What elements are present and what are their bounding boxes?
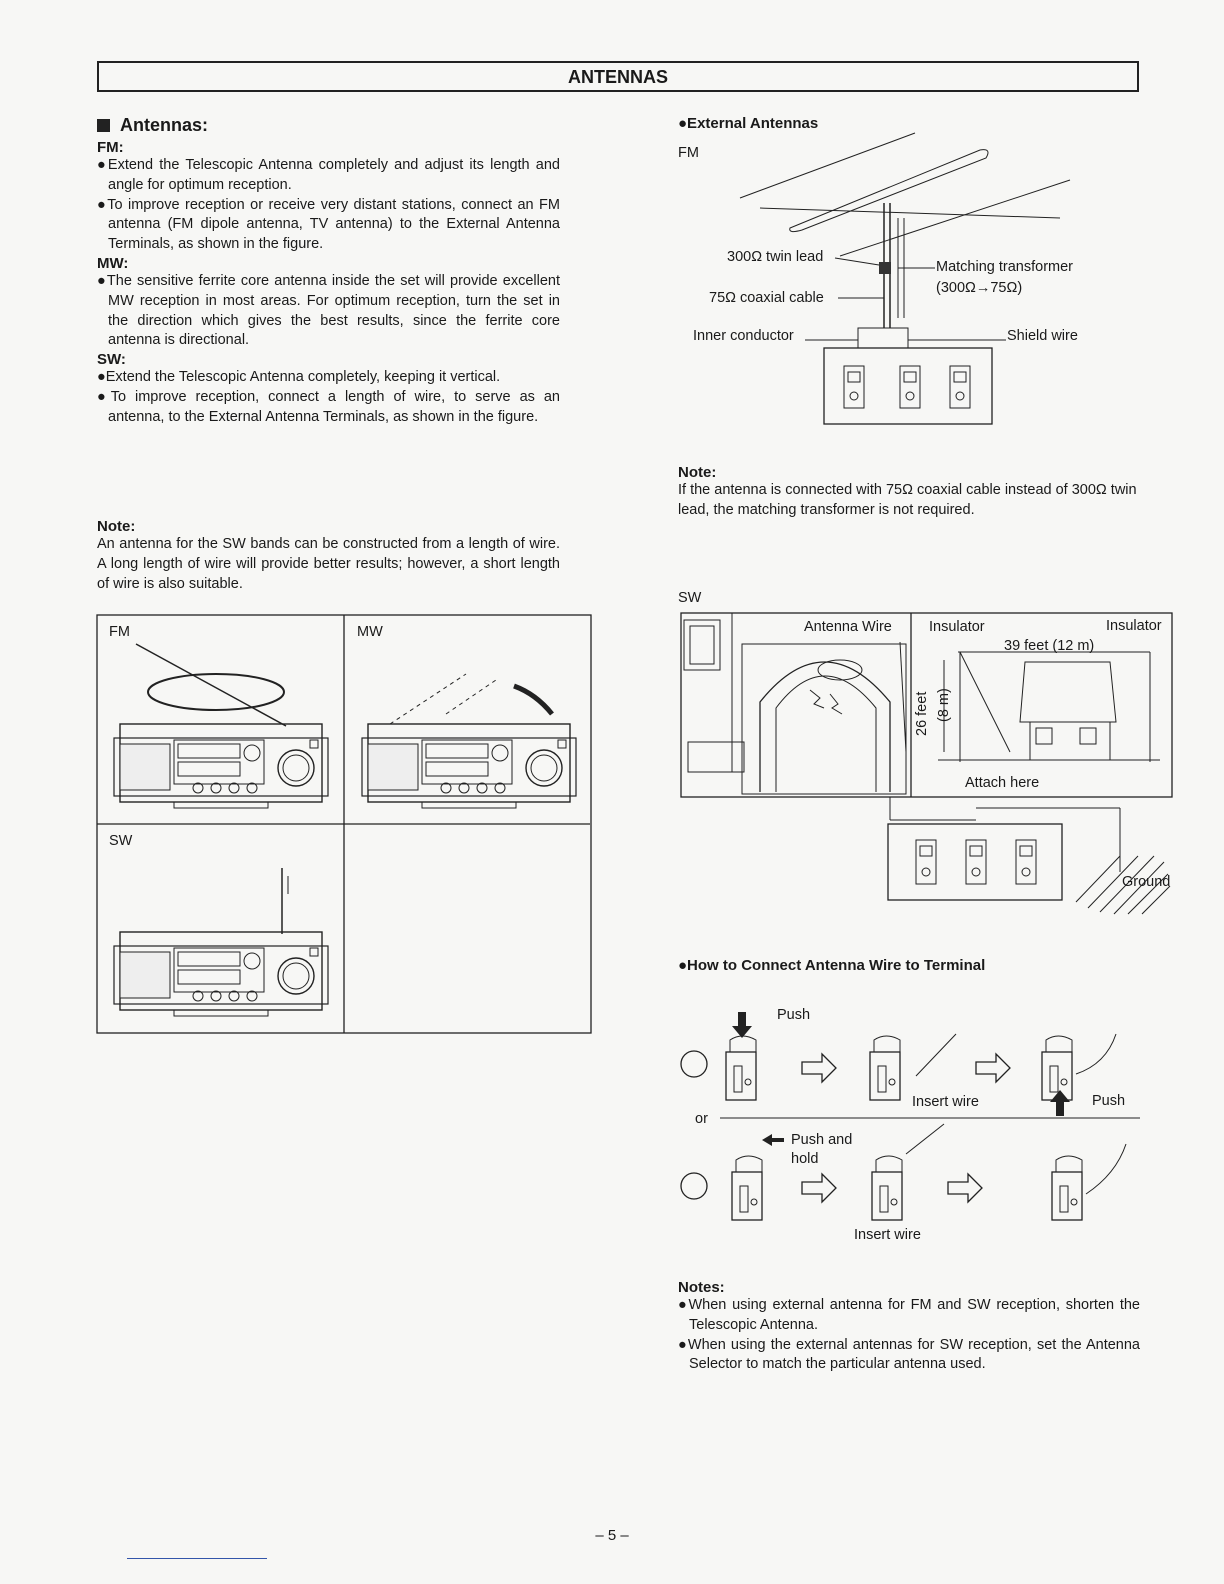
antennas-heading: Antennas: [97, 115, 560, 136]
insulator-right-label: Insulator [1106, 618, 1162, 634]
fig-fm-label: FM [109, 624, 130, 640]
external-antennas-heading: ●External Antennas [678, 115, 819, 132]
wire-length-label: 39 feet (12 m) [1004, 638, 1095, 654]
radio-antenna-figure [96, 614, 592, 1034]
left-note-heading: Note: [97, 518, 136, 535]
fm-figure-label: FM [678, 145, 699, 161]
matching-transformer-label: Matching transformer [936, 259, 1073, 275]
antenna-wire-label: Antenna Wire [804, 619, 892, 635]
notes-item-1: ●When using external antenna for FM and SW reception, shorten the Telescopic Antenna. [678, 1297, 1140, 1333]
step1-marker [681, 1053, 682, 1054]
inner-conductor-label: Inner conductor [693, 328, 794, 344]
shield-wire-label: Shield wire [1007, 328, 1078, 344]
notes-item-2: ●When using the external antennas for SW reception, set the Antenna Selector to match the particular antenna used. [678, 1336, 1140, 1373]
coax-label: 75Ω coaxial cable [709, 290, 824, 306]
insert-wire-label-1: Insert wire [912, 1094, 979, 1110]
insert-wire-label-2: Insert wire [854, 1227, 921, 1243]
transformer-ratio-label: (300Ω→75Ω) [936, 280, 1023, 296]
fm-external-antenna-figure [720, 128, 1100, 428]
notes-block [678, 1279, 1140, 1375]
sw-figure-label: SW [678, 590, 702, 606]
square-bullet-icon [97, 119, 110, 132]
right-note-heading: Note: [678, 464, 717, 481]
height-ft-label: 26 feet [914, 691, 930, 736]
fm-item-1: ●Extend the Telescopic Antenna completely and adjust its length and angle for optimum reception. [97, 157, 560, 193]
section-title: ANTENNAS [567, 67, 668, 87]
fm-item-2: ●To improve reception or receive very distant stations, connect an FM antenna (FM dipole antenna, TV antenna) to the External Antenna Terminals, as shown in the figure. [97, 196, 560, 253]
height-m-label: (8 m) [936, 688, 952, 722]
left-note [97, 518, 560, 594]
push-and-label: Push and [791, 1132, 853, 1148]
or-label: or [695, 1111, 708, 1127]
insulator-left-label: Insulator [929, 619, 985, 635]
ground-label: Ground [1122, 874, 1171, 890]
sw-external-antenna-figure [680, 612, 1174, 920]
fig-sw-label: SW [109, 833, 133, 849]
footer-rule [127, 1558, 267, 1559]
mw-label: MW: [97, 254, 129, 272]
fig-mw-label: MW [357, 624, 383, 640]
push-label-2: Push [1092, 1093, 1126, 1109]
notes-heading: Notes: [678, 1279, 725, 1296]
connect-heading: ●How to Connect Antenna Wire to Terminal [678, 957, 986, 974]
connect-wire-figure [676, 1004, 1146, 1230]
sw-label: SW: [97, 351, 126, 369]
right-note-text: If the antenna is connected with 75Ω coaxial cable instead of 300Ω twin lead, the matching transformer is not required. [678, 482, 1137, 518]
mw-item-1: ●The sensitive ferrite core antenna inside the set will provide excellent MW reception in most areas. For optimum reception, turn the set in the direction which gives the best results, since the ferrite core antenna is directional. [97, 272, 560, 349]
sw-item-2: ●To improve reception, connect a length of wire, to serve as an antenna, to the External Antenna Terminals, as shown in the figure. [97, 388, 560, 425]
hold-label: hold [791, 1151, 819, 1167]
page-number: – 5 – [595, 1527, 629, 1544]
push-label-1: Push [777, 1007, 811, 1023]
left-column-text [97, 115, 560, 428]
section-header [97, 61, 1139, 92]
sw-item-1: ●Extend the Telescopic Antenna completely, keeping it vertical. [97, 369, 501, 386]
left-note-text: An antenna for the SW bands can be constructed from a length of wire. A long length of wire will provide better results; however, a short length of wire is also suitable. [97, 536, 560, 592]
fm-label: FM: [97, 139, 124, 156]
step2-marker [681, 1176, 682, 1177]
twin-lead-label: 300Ω twin lead [727, 249, 824, 265]
right-note [678, 464, 1140, 521]
attach-here-label: Attach here [965, 775, 1040, 791]
